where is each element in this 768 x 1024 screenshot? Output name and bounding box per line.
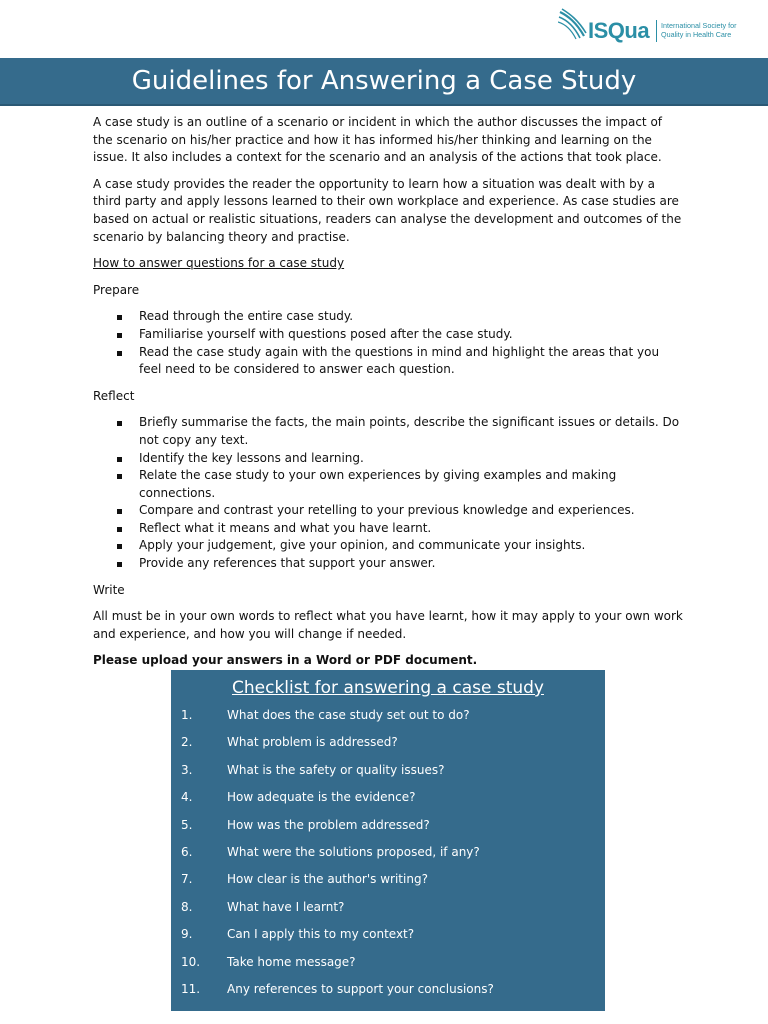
bullet-icon <box>117 527 122 532</box>
list-item-text: Apply your judgement, give your opinion, and communicate your insights. <box>139 538 586 553</box>
checklist-text: How clear is the author's writing? <box>227 872 428 887</box>
logo-divider <box>656 20 657 42</box>
checklist-number: 9. <box>181 927 193 942</box>
checklist-number: 11. <box>181 981 201 996</box>
page-title: Guidelines for Answering a Case Study <box>131 66 637 96</box>
bullet-icon <box>117 544 122 549</box>
list-item <box>93 555 683 573</box>
bullet-icon <box>117 315 122 320</box>
list-item-text: Reflect what it means and what you have learnt. <box>139 520 432 535</box>
list-item <box>93 520 683 538</box>
list-item-text: Familiarise yourself with questions posed after the case study. <box>139 326 513 341</box>
checklist-text: Can I apply this to my context? <box>227 927 415 942</box>
list-item <box>93 344 683 379</box>
list-item-text: Read through the entire case study. <box>139 309 354 324</box>
prepare-label: Prepare <box>93 282 140 297</box>
checklist-number: 4. <box>181 790 193 805</box>
reflect-list <box>93 414 683 572</box>
document-body <box>93 114 683 679</box>
list-item <box>93 450 683 468</box>
bullet-icon <box>117 474 122 479</box>
checklist-title: Checklist for answering a case study <box>232 678 544 698</box>
isqua-logo <box>558 6 758 46</box>
list-item-text: Provide any references that support your answer. <box>139 556 436 571</box>
list-item-text: Relate the case study to your own experiences by giving examples and making connections. <box>139 468 617 500</box>
write-paragraph: All must be in your own words to reflect what you have learnt, how it may apply to your own work and experience, and how you will change if needed. <box>93 609 683 641</box>
checklist-number: 7. <box>181 872 193 887</box>
how-to-heading: How to answer questions for a case study <box>93 256 345 271</box>
prepare-list <box>93 308 683 378</box>
checklist-item <box>171 702 605 729</box>
bullet-icon <box>117 457 122 462</box>
list-item-text: Read the case study again with the questions in mind and highlight the areas that you feel need to be considered to answer each question. <box>139 344 660 377</box>
checklist-text: How adequate is the evidence? <box>227 790 416 805</box>
checklist-number: 2. <box>181 735 193 750</box>
bullet-icon <box>117 421 122 426</box>
checklist-number: 1. <box>181 708 193 722</box>
checklist-item <box>171 757 605 784</box>
bullet-icon <box>117 351 122 356</box>
write-label: Write <box>93 582 125 597</box>
checklist-text: What were the solutions proposed, if any? <box>227 844 480 859</box>
list-item <box>93 467 683 502</box>
list-item-text: Briefly summarise the facts, the main points, describe the significant issues or details. Do not copy any text. <box>139 415 680 447</box>
checklist-box <box>171 670 605 1011</box>
logo-subtitle-line: Quality in Health Care <box>661 30 732 39</box>
checklist-number: 5. <box>181 817 193 832</box>
checklist-number: 6. <box>181 844 193 859</box>
checklist-number: 10. <box>181 954 201 969</box>
list-item <box>93 326 683 344</box>
checklist-item <box>171 866 605 893</box>
checklist-text: What does the case study set out to do? <box>227 708 470 722</box>
checklist-item <box>171 976 605 1003</box>
list-item-text: Compare and contrast your retelling to your previous knowledge and experiences. <box>139 503 635 518</box>
logo-subtitle <box>661 21 761 39</box>
checklist-item <box>171 812 605 839</box>
checklist-item <box>171 729 605 756</box>
checklist-list <box>171 702 605 1003</box>
title-banner <box>0 58 768 106</box>
upload-note: Please upload your answers in a Word or PDF document. <box>93 653 478 668</box>
checklist-item <box>171 839 605 866</box>
checklist-text: What problem is addressed? <box>227 735 398 750</box>
reflect-label: Reflect <box>93 388 135 403</box>
bullet-icon <box>117 333 122 338</box>
checklist-item <box>171 949 605 976</box>
checklist-text: How was the problem addressed? <box>227 817 430 832</box>
list-item <box>93 502 683 520</box>
checklist-number: 8. <box>181 899 193 914</box>
checklist-text: Take home message? <box>227 954 356 969</box>
list-item <box>93 308 683 326</box>
logo-wordmark: ISQua <box>588 18 650 43</box>
list-item <box>93 537 683 555</box>
intro-paragraph: A case study is an outline of a scenario or incident in which the author discusses the impact of the scenario on his/her practice and how it has informed his/her thinking and learning on the issue. It also includes a context for the scenario and an analysis of the actions that took place. <box>93 115 663 165</box>
checklist-text: What have I learnt? <box>227 899 345 914</box>
list-item <box>93 414 683 449</box>
checklist-item <box>171 921 605 948</box>
bullet-icon <box>117 562 122 567</box>
intro-paragraph: A case study provides the reader the opportunity to learn how a situation was dealt with by a third party and apply lessons learned to their own workplace and experience. As case studies are based on actual or realistic situations, readers can analyse the development and outcomes of the scenario by balancing theory and practise. <box>93 176 682 244</box>
checklist-text: What is the safety or quality issues? <box>227 762 445 777</box>
checklist-item <box>171 784 605 811</box>
checklist-text: Any references to support your conclusions? <box>227 981 494 996</box>
logo-subtitle-line: International Society for <box>661 21 737 30</box>
checklist-item <box>171 894 605 921</box>
checklist-number: 3. <box>181 762 193 777</box>
bullet-icon <box>117 509 122 514</box>
list-item-text: Identify the key lessons and learning. <box>139 450 364 465</box>
